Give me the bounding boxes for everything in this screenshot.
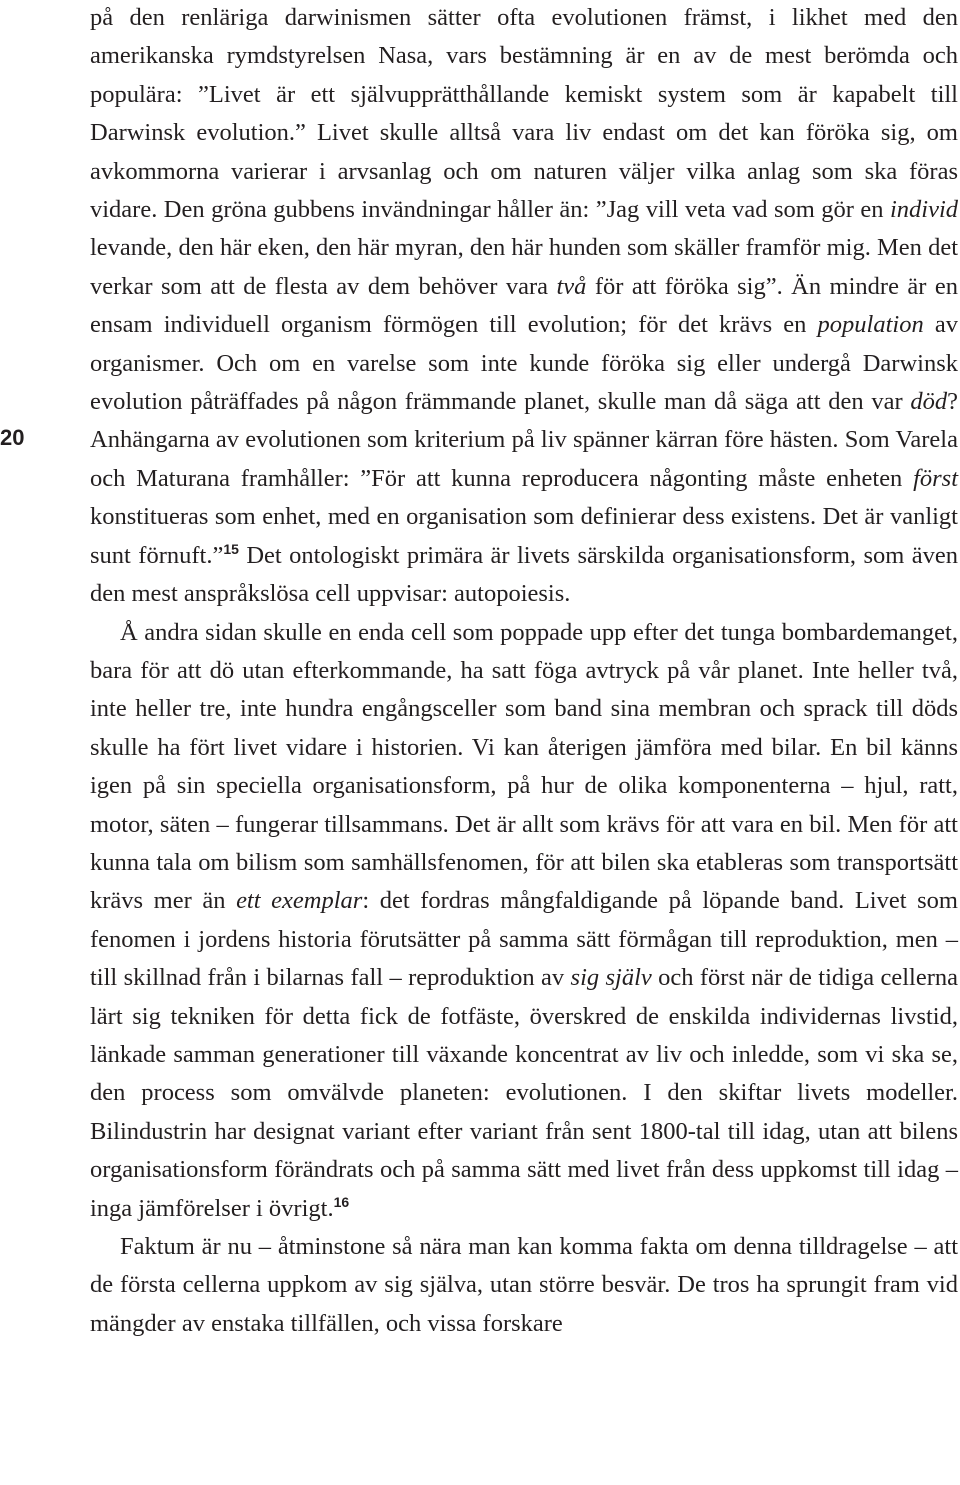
text-run: för att föröka sig”. Än mindre är en ensam individuell organism förmögen till evolution; för det krävs en — [90, 272, 958, 339]
text-run: ? Anhängarna av evolutionen som kriterium på liv spänner kärran före hästen. Som Varela och Maturana framhåller: ”För att kunna reproducera någonting måste enheten — [90, 388, 958, 492]
text-run: levande, den här eken, den här myran, den här hunden som skäller framför mig. Men det verkar som att de flesta av dem behöver vara — [90, 234, 958, 300]
page-number: 20 — [0, 425, 25, 450]
text-run: på den renläriga darwinismen sätter ofta evolutionen främst, i likhet med den amerikanska rymdstyrelsen Nasa, vars bestämning är en av de mest berömda och populära: ”Livet är ett självupprätthållande kemiskt system som är kapabelt till Darwinsk evolution.” Livet skulle alltså vara liv endast om det kan föröka sig, om avkommorna varierar i arvsanlag och om naturen väljer vilka anlag som ska föras vidare. Den gröna gubbens invändningar håller än: ”Jag vill veta vad som gör en — [90, 4, 958, 224]
text-run: konstitueras som enhet, med en organisation som definierar dess existens. Det är vanligt sunt förnuft.” — [90, 503, 958, 569]
emphasis: individ — [889, 196, 958, 224]
text-run: Faktum är nu – åtminstone så nära man kan komma fakta om denna tilldragelse – att de första cellerna uppkom av sig själva, utan större besvär. De tros ha sprungit fram vid mängder av enstaka tillfällen, och vissa forskare — [90, 1233, 958, 1337]
emphasis: ett exemplar — [236, 887, 363, 915]
text-run: av organismer. Och om en varelse som inte kunde föröka sig eller undergå Darwinsk evolution påträffades på någon främmande planet, skulle man då säga att den var — [90, 311, 958, 416]
emphasis: sig själv — [570, 964, 652, 992]
emphasis: död — [910, 388, 948, 416]
emphasis: population — [817, 311, 924, 339]
footnote-marker: 16 — [333, 1193, 350, 1210]
footnote-marker: 15 — [223, 540, 239, 557]
body-text — [90, 0, 958, 1343]
paragraph — [90, 1228, 958, 1343]
text-run: Det ontologiskt primära är livets särskilda organisationsform, som även den mest anspråkslösa cell uppvisar: autopoiesis. — [90, 541, 959, 608]
paragraph — [90, 614, 958, 1229]
emphasis: två — [556, 272, 587, 300]
text-run: : det fordras mångfaldigande på löpande band. Livet som fenomen i jordens historia förutsätter på samma sätt förmågan till reproduktion, men – till skillnad från i bilarnas fall – reproduktion av — [90, 887, 958, 992]
paragraph — [90, 0, 958, 614]
emphasis: först — [913, 464, 958, 492]
text-run: och först när de tidiga cellerna lärt sig tekniken för detta fick de fotfäste, överskred de enskilda individernas livstid, länkade samman generationer till växande koncentrat av liv och inledde, som vi ska se, den process som omvälvde planeten: evolutionen. I den skiftar livets modeller. Bilindustrin har designat variant efter variant från sent 1800-tal till idag, utan att bilens organisationsform förändrats och på samma sätt med livet från dess uppkomst till idag – inga jämförelser i övrigt. — [90, 964, 958, 1222]
text-run: Å andra sidan skulle en enda cell som poppade upp efter det tunga bombardemanget, bara för att dö utan efterkommande, ha satt föga avtryck på vår planet. Inte heller två, inte heller tre, inte hundra engångsceller som band sina membran och sprack till döds skulle ha fört livet vidare i historien. Vi kan återigen jämföra med bilar. En bil känns igen på sin speciella organisationsform, på hur de olika komponenterna – hjul, ratt, motor, säten – fungerar tillsammans. Det är allt som krävs för att vara en bil. Men för att kunna tala om bilism som samhällsfenomen, för att bilen ska etableras som transportsätt krävs mer än — [90, 618, 958, 915]
